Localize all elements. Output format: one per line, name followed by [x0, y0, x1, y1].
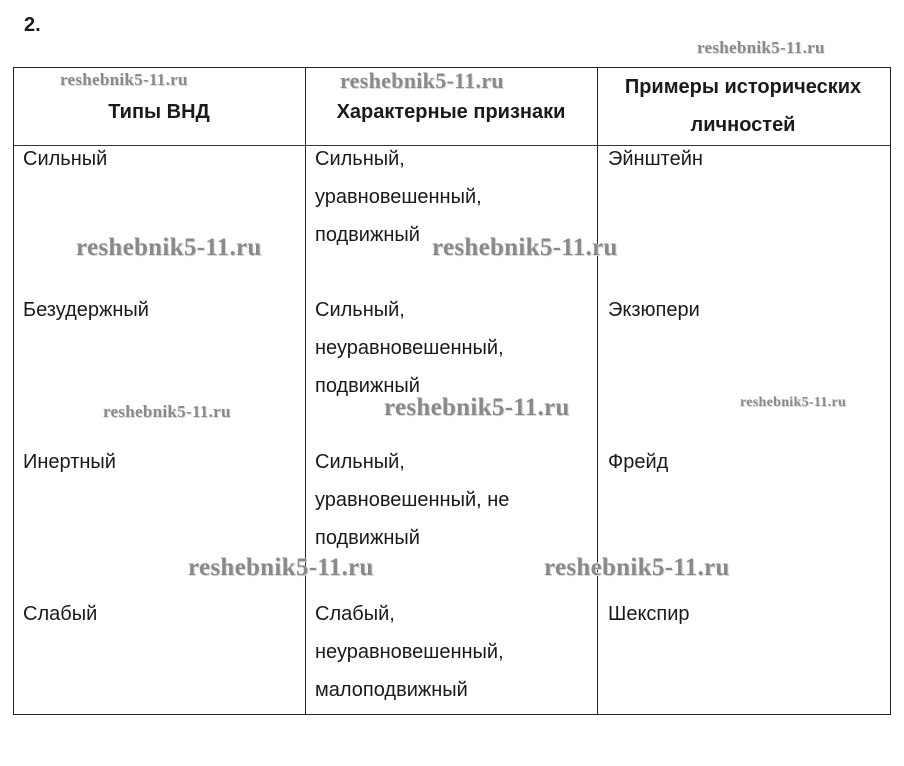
table-right-border — [890, 67, 891, 715]
row-3-example: Фрейд — [608, 451, 669, 473]
row-2-features: Сильный, неуравновешенный, подвижный — [315, 299, 504, 397]
column-divider-2 — [597, 67, 598, 715]
column-divider-1 — [305, 67, 306, 715]
row-3-features: Сильный, уравновешенный, не подвижный — [315, 451, 510, 549]
watermark: reshebnik5-11.ru — [340, 68, 504, 93]
row-4-type: Слабый — [23, 603, 98, 625]
table-bottom-border — [13, 714, 891, 715]
row-1-type: Сильный — [23, 148, 108, 170]
watermark: reshebnik5-11.ru — [188, 554, 374, 581]
row-1-example: Эйнштейн — [608, 148, 703, 170]
watermark: reshebnik5-11.ru — [697, 38, 825, 57]
row-4-features: Слабый, неуравновешенный, малоподвижный — [315, 603, 504, 701]
header-features: Характерные признаки — [336, 101, 566, 123]
watermark: reshebnik5-11.ru — [432, 234, 618, 261]
row-2-type: Безудержный — [23, 299, 149, 321]
task-number: 2. — [24, 14, 41, 36]
table-left-border — [13, 67, 14, 715]
row-4-example: Шекспир — [608, 603, 690, 625]
row-2-example: Экзюпери — [608, 299, 700, 321]
watermark: reshebnik5-11.ru — [60, 70, 188, 89]
watermark: reshebnik5-11.ru — [740, 395, 847, 410]
vnd-types-table — [13, 67, 891, 715]
watermark: reshebnik5-11.ru — [544, 554, 730, 581]
row-1-features: Сильный, уравновешенный, подвижный — [315, 148, 482, 246]
row-3-type: Инертный — [23, 451, 116, 473]
watermark: reshebnik5-11.ru — [76, 234, 262, 261]
header-types: Типы ВНД — [108, 101, 210, 123]
watermark: reshebnik5-11.ru — [103, 402, 231, 421]
watermark: reshebnik5-11.ru — [384, 394, 570, 421]
header-examples: Примеры исторических личностей — [624, 76, 862, 136]
